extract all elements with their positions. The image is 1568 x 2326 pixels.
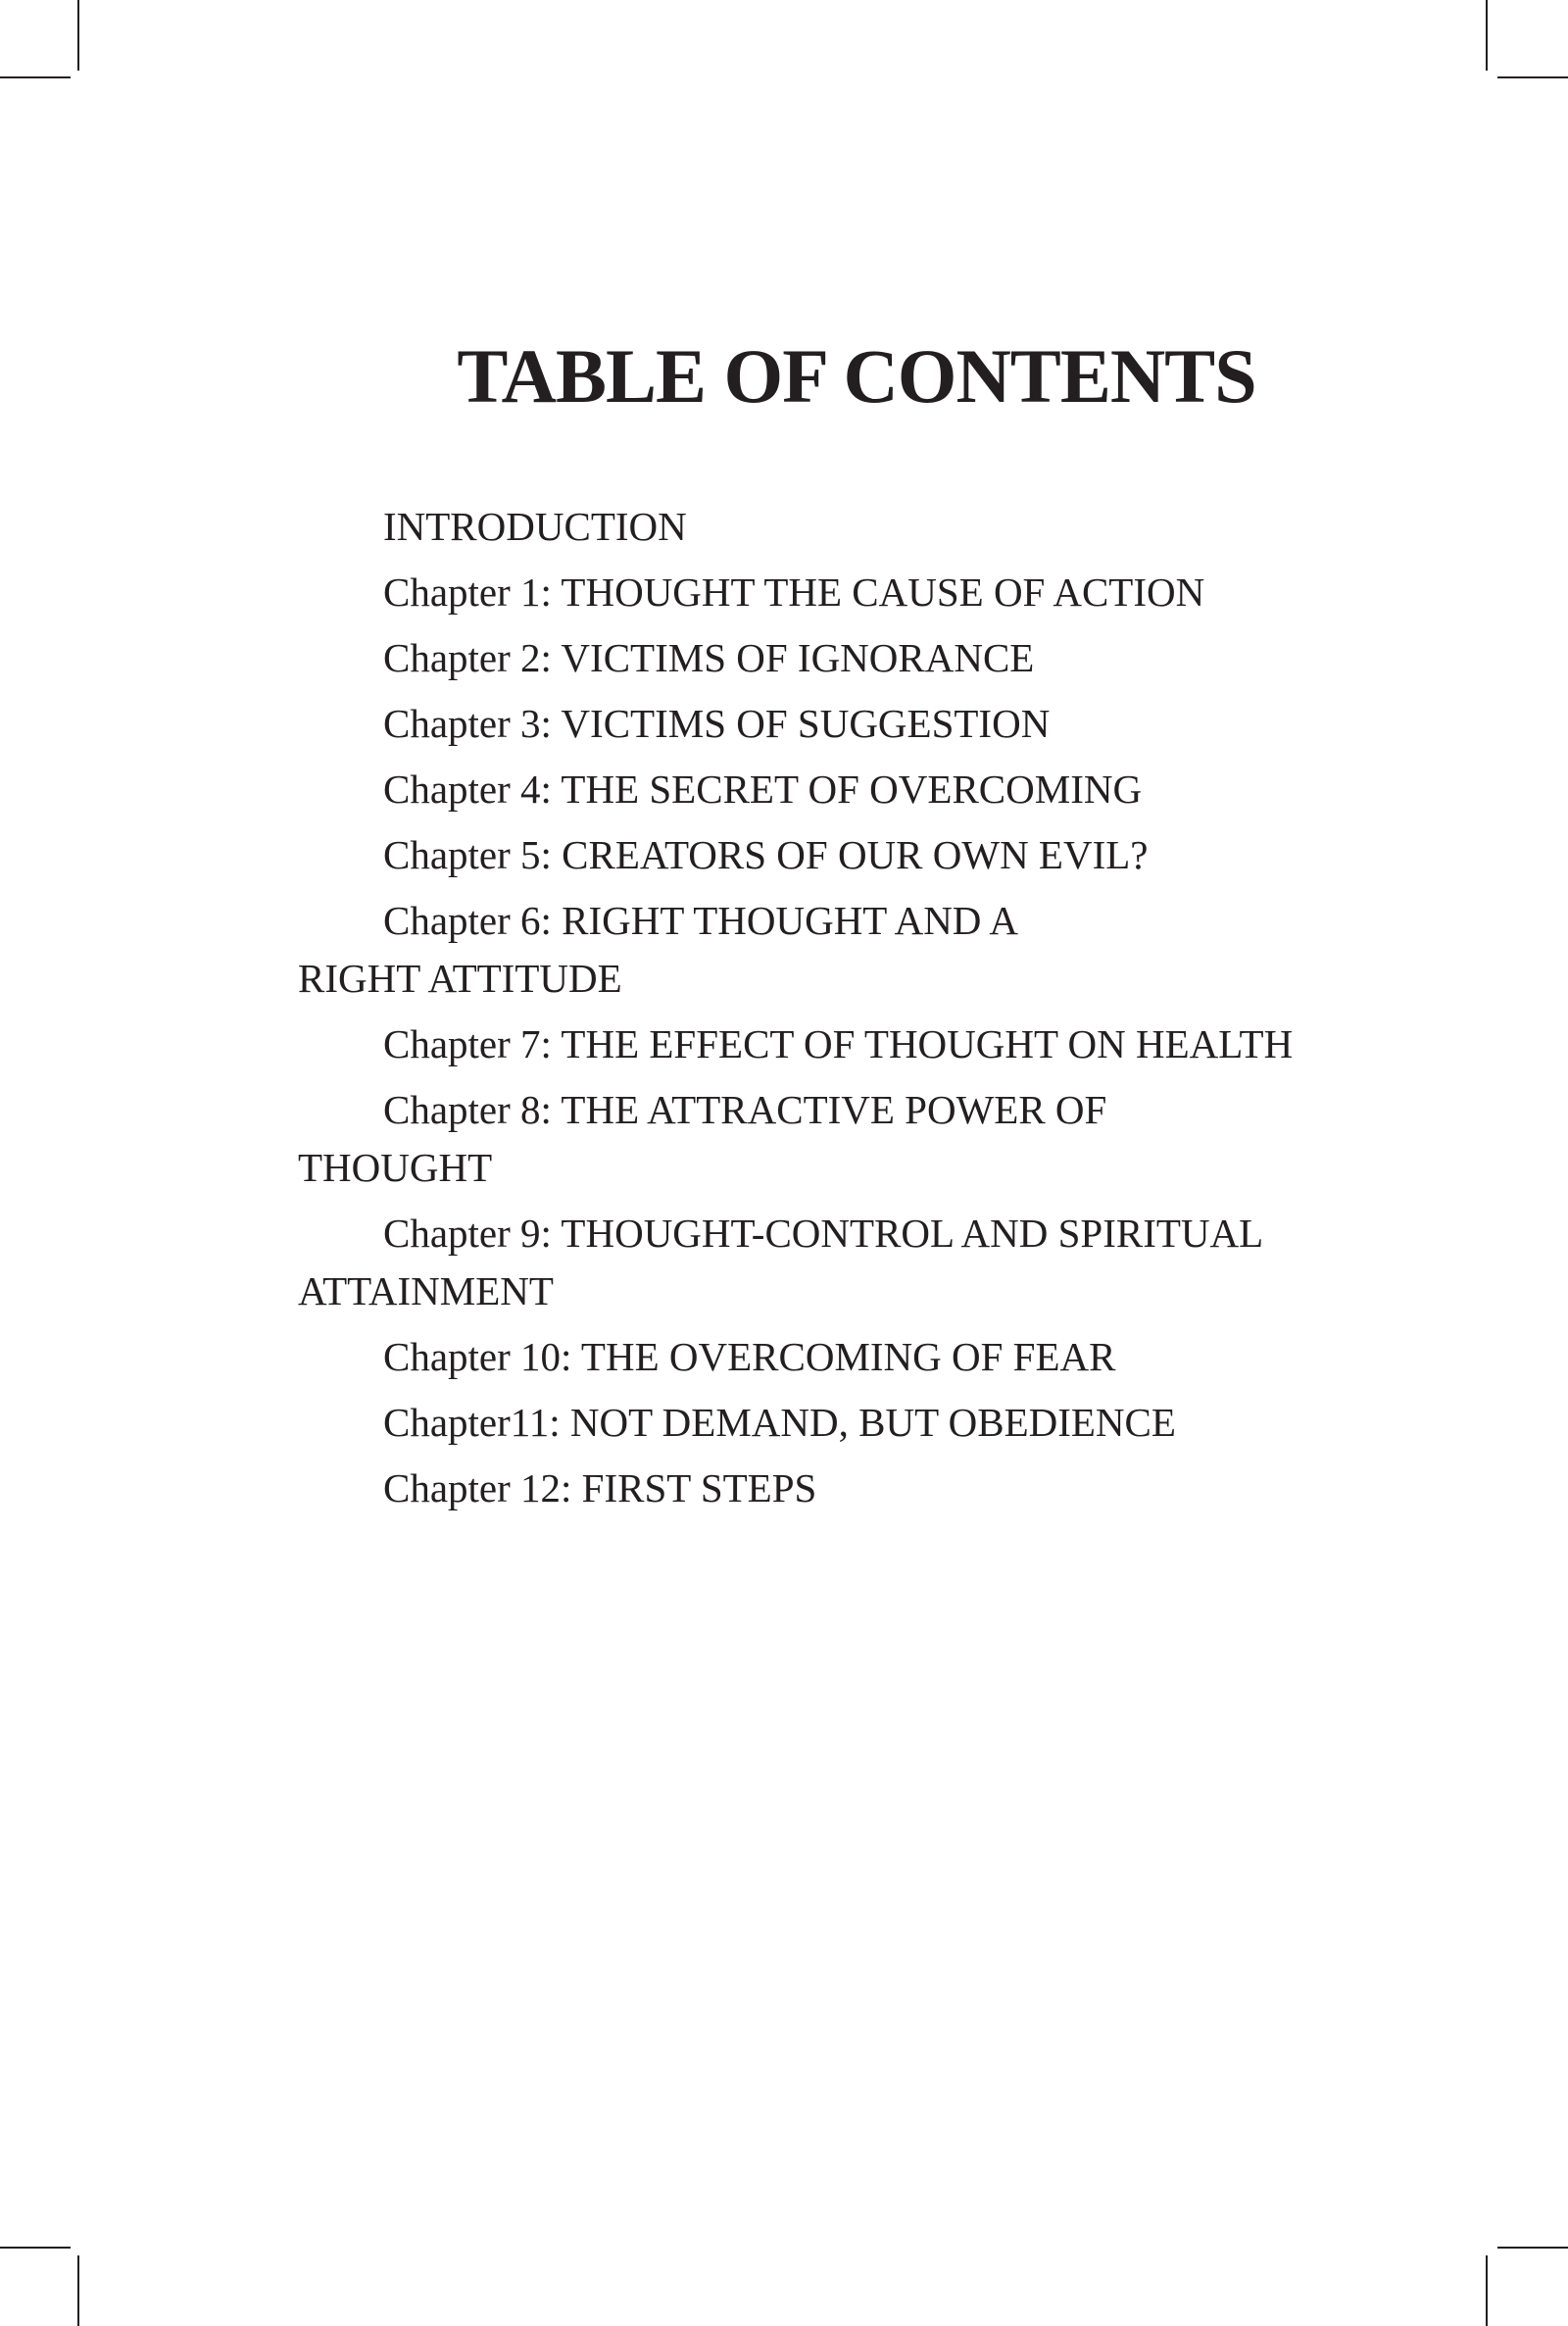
- toc-entry-chapter-7[interactable]: Chapter 7: THE EFFECT OF THOUGHT ON HEALTH: [383, 1021, 1294, 1066]
- crop-mark-bottom-right-horizontal: [1497, 2247, 1568, 2249]
- page-title: TABLE OF CONTENTS: [457, 333, 1256, 419]
- toc-entry-chapter-3[interactable]: Chapter 3: VICTIMS OF SUGGESTION: [383, 701, 1051, 746]
- crop-mark-top-right-vertical: [1486, 0, 1488, 71]
- toc-entry-chapter-5[interactable]: Chapter 5: CREATORS OF OUR OWN EVIL?: [383, 832, 1149, 877]
- toc-entry-chapter-8[interactable]: Chapter 8: THE ATTRACTIVE POWER OF THOUGHT: [298, 1087, 1107, 1190]
- table-of-contents: [298, 498, 1337, 1525]
- crop-mark-bottom-right-vertical: [1486, 2255, 1488, 2326]
- toc-entry-chapter-11[interactable]: Chapter11: NOT DEMAND, BUT OBEDIENCE: [383, 1400, 1176, 1445]
- toc-entry-chapter-9[interactable]: Chapter 9: THOUGHT-CONTROL AND SPIRITUAL ATTAINMENT: [298, 1211, 1262, 1313]
- toc-entry-chapter-12[interactable]: Chapter 12: FIRST STEPS: [383, 1465, 817, 1510]
- crop-mark-top-right-horizontal: [1497, 76, 1568, 78]
- crop-mark-bottom-left-horizontal: [0, 2247, 71, 2249]
- toc-entry-introduction[interactable]: INTRODUCTION: [383, 504, 687, 549]
- toc-entry-chapter-1[interactable]: Chapter 1: THOUGHT THE CAUSE OF ACTION: [383, 569, 1205, 615]
- crop-mark-top-left-vertical: [77, 0, 79, 71]
- crop-mark-top-left-horizontal: [0, 76, 71, 78]
- toc-entry-chapter-10[interactable]: Chapter 10: THE OVERCOMING OF FEAR: [383, 1334, 1116, 1379]
- toc-entry-chapter-2[interactable]: Chapter 2: VICTIMS OF IGNORANCE: [383, 635, 1035, 680]
- toc-entry-chapter-6[interactable]: Chapter 6: RIGHT THOUGHT AND A RIGHT ATTITUDE: [298, 898, 1016, 1001]
- crop-mark-bottom-left-vertical: [77, 2255, 79, 2326]
- toc-entry-chapter-4[interactable]: Chapter 4: THE SECRET OF OVERCOMING: [383, 767, 1143, 812]
